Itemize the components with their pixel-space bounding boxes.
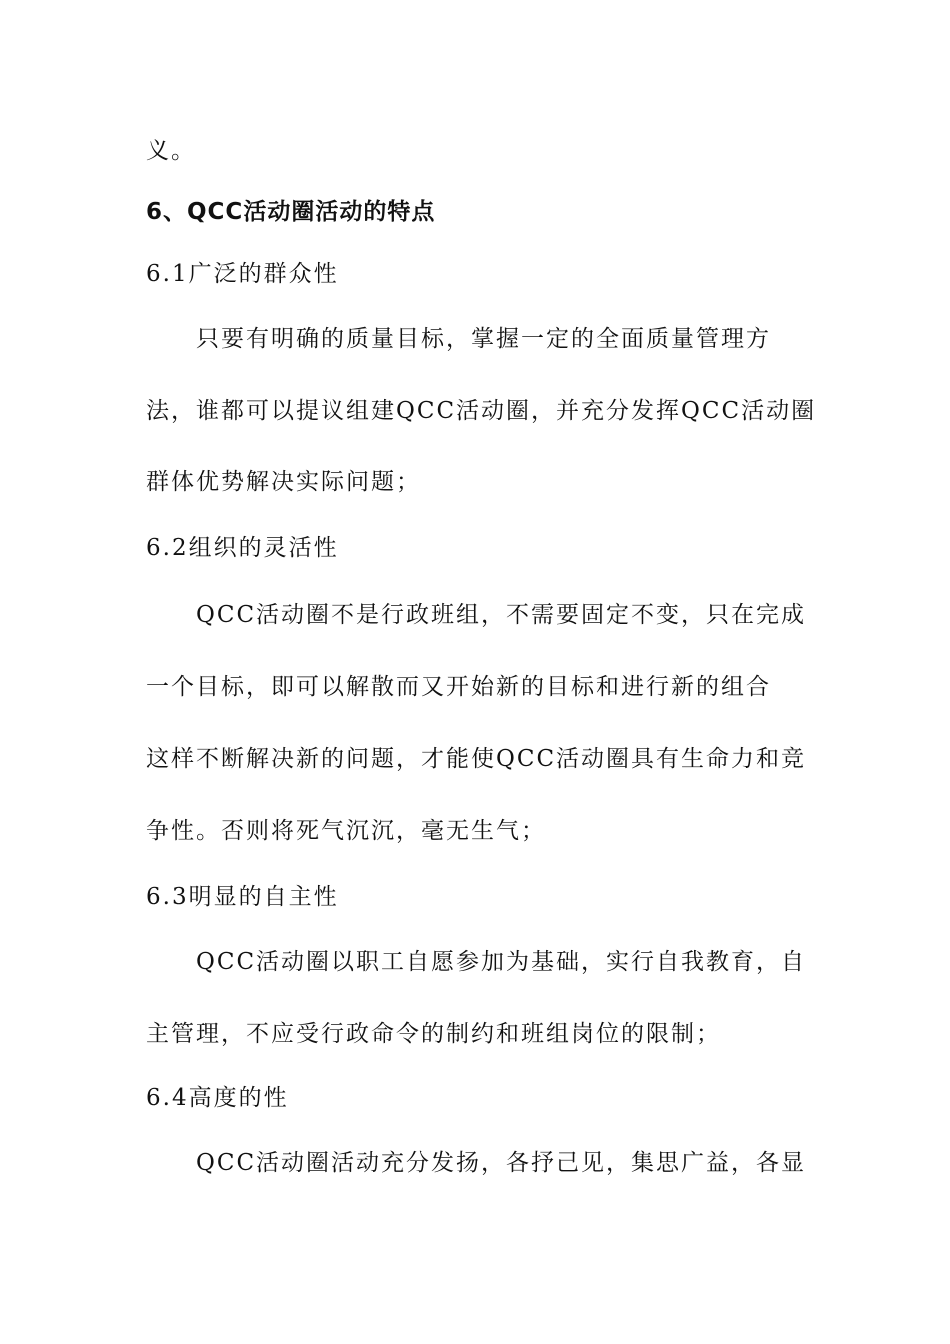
subsection-heading: 6.1广泛的群众性 [146, 261, 339, 287]
paragraph-line: QCC活动圈活动充分发扬，各抒己见，集思广益，各显 [196, 1150, 807, 1176]
subsection-heading: 6.3明显的自主性 [146, 884, 339, 910]
paragraph-line: 只要有明确的质量目标，掌握一定的全面质量管理方 [196, 326, 771, 352]
subsection-heading: 6.4高度的性 [146, 1085, 289, 1111]
paragraph-line: 义。 [146, 138, 196, 164]
paragraph-line: 法，谁都可以提议组建QCC活动圈，并充分发挥QCC活动圈 [146, 398, 817, 424]
paragraph-line: 争性。否则将死气沉沉，毫无生气； [146, 818, 546, 844]
paragraph-line: 群体优势解决实际问题； [146, 469, 421, 495]
paragraph-line: 这样不断解决新的问题，才能使QCC活动圈具有生命力和竞 [146, 746, 807, 772]
section-heading: 6、QCC活动圈活动的特点 [146, 199, 436, 225]
paragraph-line: QCC活动圈以职工自愿参加为基础，实行自我教育，自 [196, 949, 807, 975]
paragraph-line: 主管理，不应受行政命令的制约和班组岗位的限制； [146, 1021, 721, 1047]
paragraph-line: 一个目标，即可以解散而又开始新的目标和进行新的组合 [146, 674, 771, 700]
subsection-heading: 6.2组织的灵活性 [146, 535, 339, 561]
paragraph-line: QCC活动圈不是行政班组，不需要固定不变，只在完成 [196, 602, 807, 628]
